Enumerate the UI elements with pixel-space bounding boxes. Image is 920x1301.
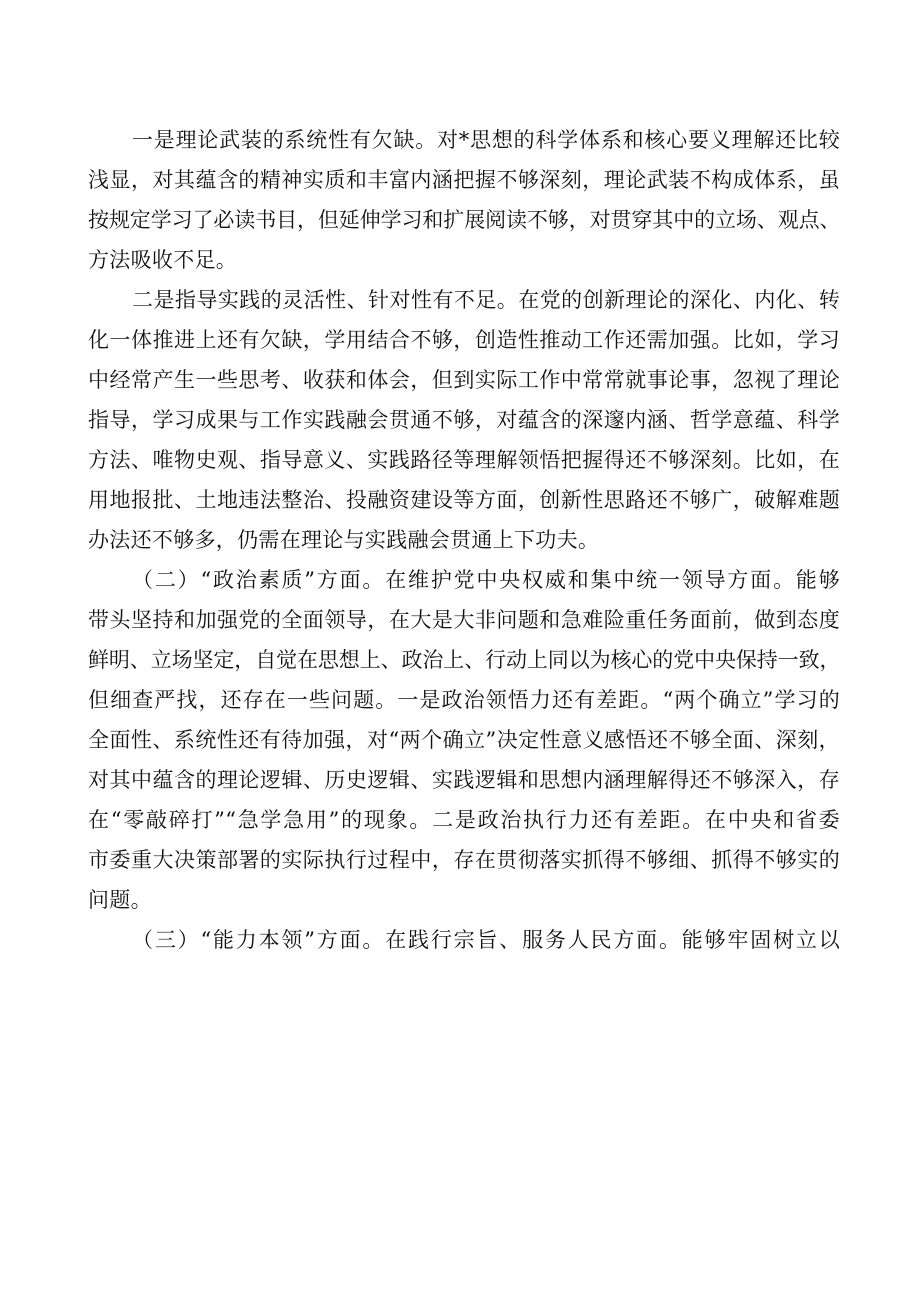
text-line: 对其中蕴含的理论逻辑、历史逻辑、实践逻辑和思想内涵理解得还不够深入，存: [88, 768, 840, 792]
text-line: 浅显，对其蕴含的精神实质和丰富内涵把握不够深刻，理论武装不构成体系，虽: [88, 168, 840, 192]
text-line: （二）“政治素质”方面。在维护党中央权威和集中统一领导方面。能够: [132, 568, 840, 592]
text-line: 鲜明、立场坚定，自觉在思想上、政治上、行动上同以为核心的党中央保持一致，: [88, 648, 841, 672]
paragraph-theory-arming: [88, 120, 840, 280]
text-line: 带头坚持和加强党的全面领导，在大是大非问题和急难险重任务面前，做到态度: [88, 608, 840, 632]
text-line: 办法还不够多，仍需在理论与实践融会贯通上下功夫。: [88, 528, 600, 552]
paragraph-political-quality: [88, 560, 840, 920]
text-line: 按规定学习了必读书目，但延伸学习和扩展阅读不够，对贯穿其中的立场、观点、: [88, 208, 841, 232]
paragraph-practice-guidance: [88, 280, 840, 560]
text-line: 方法、唯物史观、指导意义、实践路径等理解领悟把握得还不够深刻。比如，在: [88, 448, 840, 472]
text-line: 问题。: [88, 888, 152, 912]
text-line: 全面性、系统性还有待加强，对“两个确立”决定性意义感悟还不够全面、深刻，: [88, 728, 840, 752]
text-line: 但细查严找，还存在一些问题。一是政治领悟力还有差距。“两个确立”学习的: [88, 688, 840, 712]
text-line: （三）“能力本领”方面。在践行宗旨、服务人民方面。能够牢固树立以: [132, 928, 840, 952]
document-body: [88, 120, 840, 960]
text-line: 化一体推进上还有欠缺，学用结合不够，创造性推动工作还需加强。比如，学习: [88, 328, 840, 352]
text-line: 用地报批、土地违法整治、投融资建设等方面，创新性思路还不够广，破解难题: [88, 488, 840, 512]
text-line: 市委重大决策部署的实际执行过程中，存在贯彻落实抓得不够细、抓得不够实的: [88, 848, 840, 872]
text-line: 一是理论武装的系统性有欠缺。对*思想的科学体系和核心要义理解还比较: [132, 128, 840, 152]
text-line: 在“零敲碎打”“急学急用”的现象。二是政治执行力还有差距。在中央和省委: [88, 808, 840, 832]
paragraph-ability: [88, 920, 840, 960]
text-line: 方法吸收不足。: [88, 248, 238, 272]
text-line: 指导，学习成果与工作实践融会贯通不够，对蕴含的深邃内涵、哲学意蕴、科学: [88, 408, 840, 432]
text-line: 中经常产生一些思考、收获和体会，但到实际工作中常常就事论事，忽视了理论: [88, 368, 840, 392]
text-line: 二是指导实践的灵活性、针对性有不足。在党的创新理论的深化、内化、转: [132, 288, 840, 312]
